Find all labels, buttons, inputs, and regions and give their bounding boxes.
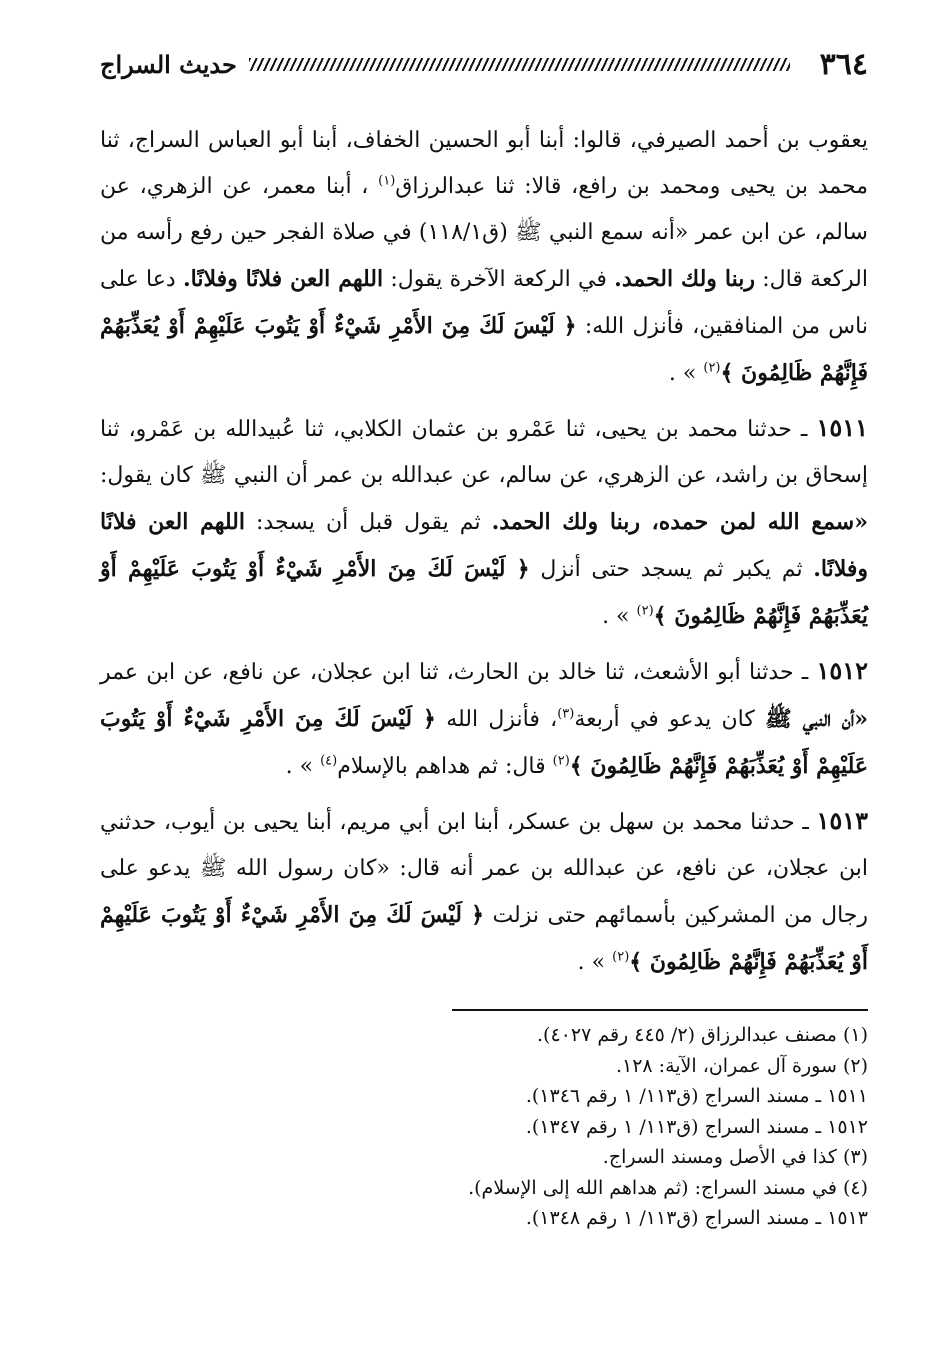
footnotes bbox=[300, 1020, 868, 1234]
bold-phrase: «سمع الله لمن حمده، ربنا ولك الحمد. bbox=[491, 509, 868, 535]
text-span: ، أبنا معمر، عن الزهري، عن سالم، عن ابن عمر «أنه سمع النبي ﷺ (ق١١٨/١) في صلاة الفجر حين رفع رأسه من الركعة قال: bbox=[100, 174, 868, 292]
footnote-marker: (٣) bbox=[557, 706, 575, 722]
footnote-marker: (٤) bbox=[320, 753, 338, 769]
quran-verse: ﴿ لَيْسَ لَكَ مِنَ الأَمْرِ شَيْءٌ أَوْ يَتُوبَ عَلَيْهِمْ أَوْ يُعَذِّبَهُمْ فَإِنَّهُمْ ظَالِمُونَ ﴾ bbox=[100, 556, 868, 629]
bold-phrase: اللهم العن فلانًا وفلانًا. bbox=[182, 266, 384, 292]
header-ornament-rule bbox=[249, 58, 790, 71]
text-span: ، فأنزل الله bbox=[435, 707, 558, 732]
quran-verse: ﴿ لَيْسَ لَكَ مِنَ الأَمْرِ شَيْءٌ أَوْ يَتُوبَ عَلَيْهِمْ أَوْ يُعَذِّبَهُمْ فَإِنَّهُمْ ظَالِمُونَ ﴾ bbox=[100, 902, 868, 975]
hadith-number: ١٥١٣ bbox=[816, 806, 868, 835]
text-span: ـ حدثنا محمد بن سهل بن عسكر، أبنا ابن أبي مريم، أبنا يحيى بن أيوب، حدثني ابن عجلان، عن نافع، عن عبدالله بن عمر أنه قال: «كان رسول الله ﷺ يدعو على رجال من المشركين بأسمائهم حتى نزلت bbox=[100, 810, 868, 928]
bold-phrase: «أن النبي ﷺ bbox=[765, 706, 868, 732]
running-title: حديث السراج bbox=[100, 49, 237, 79]
hadith-number: ١٥١١ bbox=[816, 413, 868, 442]
main-text bbox=[100, 118, 868, 994]
text-span: ثم يكبر ثم يسجد حتى أنزل bbox=[529, 557, 814, 582]
footnote: (٢) سورة آل عمران، الآية: ١٢٨. bbox=[615, 1054, 868, 1077]
bold-phrase: ربنا ولك الحمد. bbox=[614, 266, 755, 292]
quran-verse: ﴿ لَيْسَ لَكَ مِنَ الأَمْرِ شَيْءٌ أَوْ يَتُوبَ عَلَيْهِمْ أَوْ يُعَذِّبَهُمْ فَإِنَّهُمْ ظَالِمُونَ ﴾ bbox=[100, 313, 868, 386]
footnote: (١) مصنف عبدالرزاق (٢/ ٤٤٥ رقم ٤٠٢٧). bbox=[537, 1024, 868, 1046]
footnote: ١٥١٣ ـ مسند السراج (ق١١٣/ ١ رقم ١٣٤٨). bbox=[525, 1207, 868, 1229]
hadith-1512 bbox=[100, 648, 868, 790]
text-span: ـ حدثنا محمد بن يحيى، ثنا عَمْرو بن عثمان الكلابي، ثنا عُبيدالله بن عَمْرو، ثنا إسحاق بن راشد، عن الزهري، عن سالم، عن عبدالله بن عمر أن النبي ﷺ كان يقول: bbox=[100, 417, 868, 488]
footnote-marker: (١) bbox=[378, 173, 396, 189]
footnote-marker: (٢) bbox=[703, 360, 721, 376]
footnote: ١٥١٢ ـ مسند السراج (ق١١٣/ ١ رقم ١٣٤٧). bbox=[525, 1115, 868, 1138]
hadith-1513 bbox=[100, 798, 868, 986]
footnote-marker: (٢) bbox=[636, 603, 654, 619]
footnote: ١٥١١ ـ مسند السراج (ق١١٣/ ١ رقم ١٣٤٦). bbox=[525, 1085, 868, 1107]
text-span: دعا على ناس من المنافقين، فأنزل الله: bbox=[100, 267, 868, 339]
hadith-number: ١٥١٢ bbox=[816, 656, 868, 685]
text-span: يعقوب بن أحمد الصيرفي، قالوا: أبنا أبو الحسين الخفاف، أبنا أبو العباس السراج، ثنا محمد بن يحيى ومحمد بن رافع، قالا: ثنا عبدالرزاق bbox=[100, 128, 868, 199]
text-span: في الركعة الآخرة يقول: bbox=[383, 267, 615, 292]
hadith-1511 bbox=[100, 405, 868, 640]
text-span: قال: ثم هداهم بالإسلام bbox=[337, 754, 553, 779]
footnote-marker: (٢) bbox=[552, 753, 570, 769]
text-span: » . bbox=[668, 361, 704, 386]
footnote: (٤) في مسند السراج: (ثم هداهم الله إلى الإسلام). bbox=[468, 1176, 868, 1199]
intro-paragraph bbox=[100, 118, 868, 397]
text-span: » . bbox=[285, 754, 321, 779]
footnote-separator bbox=[452, 1009, 868, 1011]
text-span: » . bbox=[577, 950, 613, 975]
footnote: (٣) كذا في الأصل ومسند السراج. bbox=[602, 1146, 868, 1168]
text-span: كان يدعو في أربعة bbox=[574, 707, 766, 732]
quran-verse: ﴿ لَيْسَ لَكَ مِنَ الأَمْرِ شَيْءٌ أَوْ يَتُوبَ عَلَيْهِمْ أَوْ يُعَذِّبَهُمْ فَإِنَّهُمْ ظَالِمُونَ ﴾ bbox=[100, 706, 868, 779]
page-header bbox=[100, 40, 868, 88]
text-span: » . bbox=[602, 604, 637, 629]
bold-phrase: اللهم العن فلانًا وفلانًا. bbox=[100, 509, 868, 582]
page-number: ٣٦٤ bbox=[819, 46, 868, 82]
text-span: ثم يقول قبل أن يسجد: bbox=[244, 510, 492, 535]
text-span: ـ حدثنا أبو الأشعث، ثنا خالد بن الحارث، ثنا ابن عجلان، عن نافع، عن ابن عمر bbox=[100, 660, 817, 685]
footnote-marker: (٢) bbox=[612, 949, 630, 965]
